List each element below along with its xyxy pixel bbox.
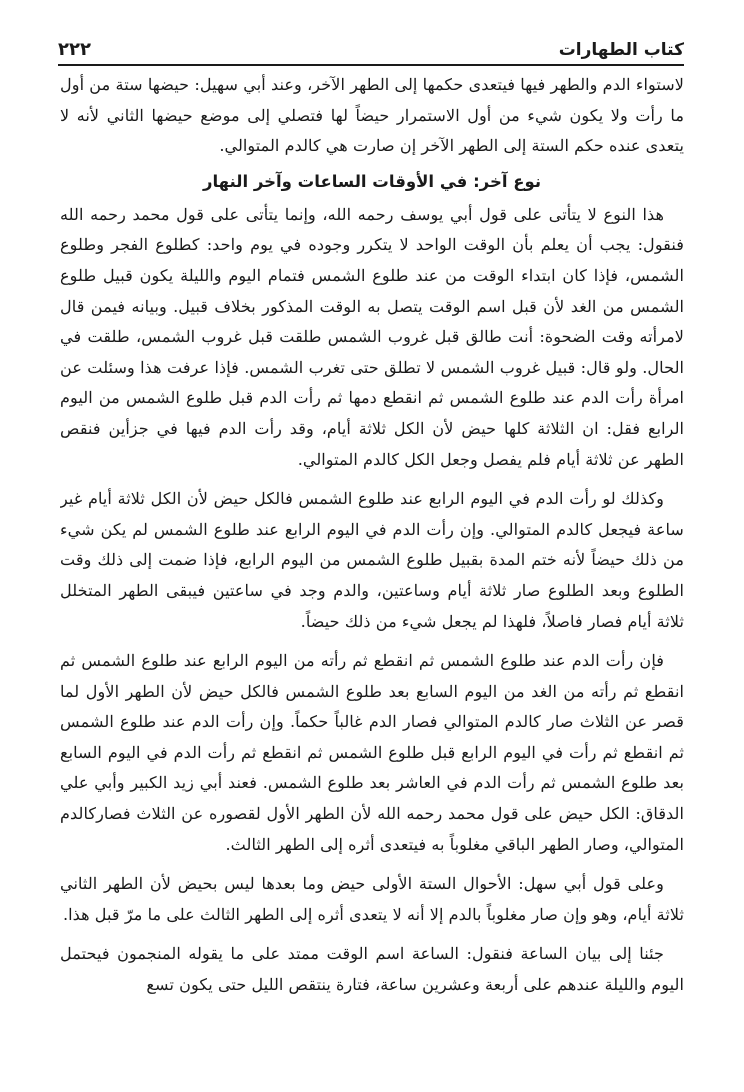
book-title: كتاب الطهارات bbox=[558, 40, 684, 60]
page-number: ٢٢٢ bbox=[58, 39, 91, 60]
paragraph: وكذلك لو رأت الدم في اليوم الرابع عند طلوع الشمس فالكل حيض لأن الكل ثلاثة أيام غير ساعة فيجعل كالدم المتوالي. وإن رأت الدم في اليوم الرابع عند طلوع الشمس لم يكن شيء من ذلك حيضاً لأنه ختم المدة بقبيل طلوع الشمس من اليوم الرابع، فإذا ضمت إلى ذلك وقت الطلوع وبعد الطلوع صار ثلاثة أيام وساعتين، والدم وجد في ساعتين فيبقى الطهر المتخلل ثلاثة أيام فصار فاصلاً، فلهذا لم يجعل شيء من ذلك حيضاً. bbox=[60, 489, 684, 631]
paragraph: فإن رأت الدم عند طلوع الشمس ثم انقطع ثم رأته من اليوم الرابع عند طلوع الشمس ثم انقطع ثم رأته من الغد من اليوم السابع بعد طلوع الشمس فالكل حيض لأن الطهر الأول لما قصر عن الثلاث صار كالدم المتوالي فصار الدم غالباً حكماً. وإن رأت الدم عند طلوع الشمس ثم انقطع ثم رأت في اليوم الرابع قبل طلوع الشمس ثم انقطع ثم رأت الدم في اليوم السابع بعد طلوع الشمس ثم رأت الدم في العاشر بعد طلوع الشمس. فعند أبي زيد الكبير وأبي علي الدقاق: الكل حيض على قول محمد رحمه الله لأن الطهر الأول لقصوره عن الثلاث فصاركالدم المتوالي، وصار الطهر الباقي مغلوباً به فيتعدى أثره إلى الطهر الثالث. bbox=[60, 651, 684, 854]
paragraph: لاستواء الدم والطهر فيها فيتعدى حكمها إلى الطهر الآخر، وعند أبي سهيل: حيضها ستة من أول ما رأت ولا يكون شيء من أول الاستمرار حيضاً لها فتصلي إلى موضع حيضها الثاني لأنه لا يتعدى عنده حكم الستة إلى الطهر الآخر إن صارت هي كالدم المتوالي. bbox=[60, 75, 684, 156]
section-heading: نوع آخر: في الأوقات الساعات وآخر النهار bbox=[202, 171, 542, 191]
page-body bbox=[60, 70, 684, 1078]
paragraph: هذا النوع لا يتأتى على قول أبي يوسف رحمه الله، وإنما يتأتى على قول محمد رحمه الله فنقول: يجب أن يعلم بأن الوقت الواحد لا يتكرر وجوده في يوم واحد: كطلوع الفجر وطلوع الشمس، فإذا كان ابتداء الوقت من عند طلوع الشمس فتمام اليوم والليلة يكون قبيل طلوع الشمس من الغد لأن قبل اسم الوقت يتصل به الوقت المذكور بخلاف قبيل. وبيانه فيمن قال لامرأته وقت الضحوة: أنت طالق قبل غروب الشمس طلقت قبل غروب الشمس، طلقت في الحال. ولو قال: قبيل غروب الشمس لا تطلق حتى تغرب الشمس. فإذا عرفت هذا وسئلت عن امرأة رأت الدم عند طلوع الشمس ثم انقطع دمها ثم رأت الدم قبل طلوع الشمس من اليوم الرابع فقل: ان الثلاثة كلها حيض لأن الكل ثلاثة أيام، وقد رأت الدم فيها في جزأين فنقص الطهر عن ثلاثة أيام فلم يفصل وجعل الكل كالدم المتوالي. bbox=[60, 204, 684, 469]
paragraph: جئنا إلى بيان الساعة فنقول: الساعة اسم الوقت ممتد على ما يقوله المنجمون فيحتمل اليوم والليلة عندهم على أربعة وعشرين ساعة، فتارة ينتقص الليل حتى يكون تسع bbox=[60, 944, 684, 995]
paragraph: وعلى قول أبي سهل: الأحوال الستة الأولى حيض وما بعدها ليس بحيض لأن الطهر الثاني ثلاثة أيام، وهو وإن صار مغلوباً بالدم إلا أنه لا يتعدى أثره إلى الطهر الثالث على ما مرّ قبل هذا. bbox=[60, 874, 684, 924]
page-header bbox=[58, 28, 684, 66]
